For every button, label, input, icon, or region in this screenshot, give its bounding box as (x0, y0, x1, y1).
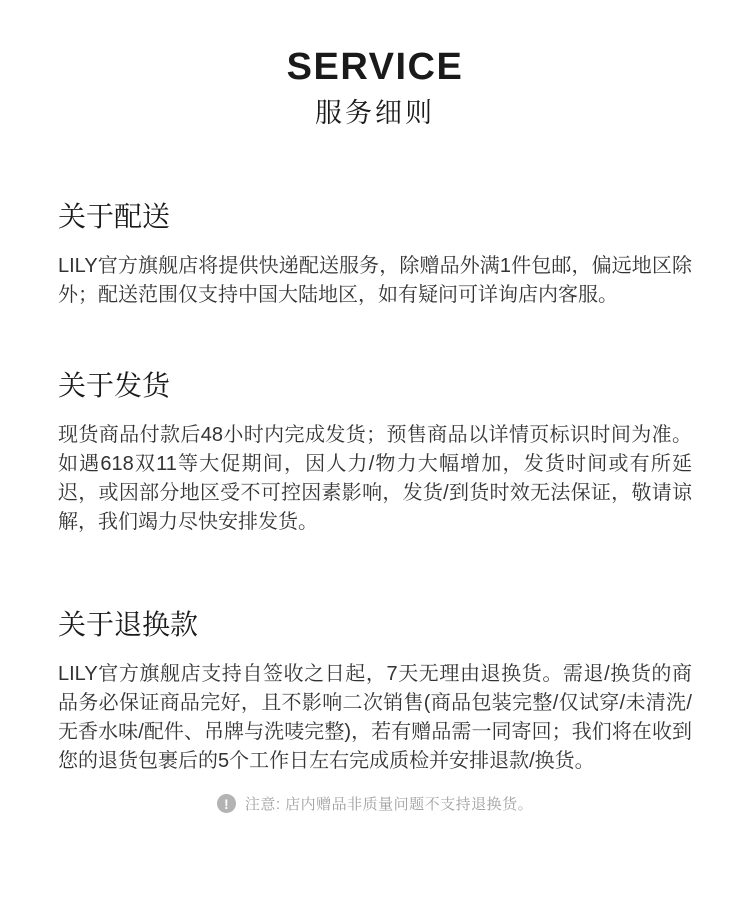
notice-footer (0, 793, 750, 814)
page-header (0, 0, 750, 129)
section-delivery-body: LILY官方旗舰店将提供快递配送服务，除赠品外满1件包邮，偏远地区除外；配送范围仅支持中国大陆地区，如有疑问可详询店内客服。 (58, 254, 692, 306)
section-returns (0, 609, 750, 776)
section-delivery (0, 201, 750, 310)
section-shipping-body: 现货商品付款后48小时内完成发货；预售商品以详情页标识时间为准。如遇618双11等大促期间，因人力/物力大幅增加，发货时间或有所延迟，或因部分地区受不可控因素影响，发货/到货时效无法保证，敬请谅解，我们竭力尽快安排发货。 (58, 424, 692, 534)
section-shipping-heading: 关于发货 (58, 369, 171, 401)
page-subtitle: 服务细则 (315, 98, 435, 128)
section-delivery-heading: 关于配送 (58, 200, 171, 232)
section-returns-body: LILY官方旗舰店支持自签收之日起，7天无理由退换货。需退/换货的商品务必保证商品完好，且不影响二次销售(商品包装完整/仅试穿/未清洗/无香水味/配件、吊牌与洗唛完整)，若有赠品需一同寄回；我们将在收到您的退货包裹后的5个工作日左右完成质检并安排退款/换货。 (58, 663, 692, 773)
alert-circle-icon: ! (217, 794, 236, 813)
notice-text: 注意: 店内赠品非质量问题不支持退换货。 (244, 796, 534, 813)
section-shipping (0, 370, 750, 537)
page-title: SERVICE (286, 46, 464, 88)
section-returns-heading: 关于退换款 (58, 609, 199, 641)
